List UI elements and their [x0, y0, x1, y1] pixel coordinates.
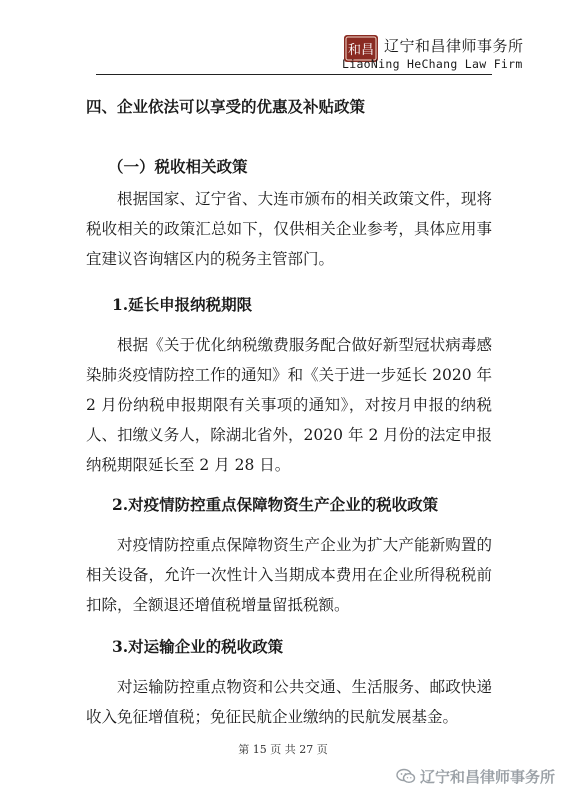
- item-title-2: 2.对疫情防控重点保障物资生产企业的税收政策: [112, 495, 439, 514]
- firm-name-en: LiaoNing HeChang Law Firm: [342, 57, 523, 71]
- section-heading: 四、企业依法可以享受的优惠及补贴政策: [86, 97, 366, 116]
- page-indicator: 第 15 页 共 27 页: [238, 743, 328, 756]
- watermark-text: 辽宁和昌律师事务所: [420, 767, 556, 786]
- item-body-2: 对疫情防控重点保障物资生产企业为扩大产能新购置的相关设备，允许一次性计入当期成本费用在企业所得税税前扣除，全额退还增值税增量留抵税额。: [86, 536, 492, 614]
- wechat-icon: [396, 768, 416, 784]
- section-subheading: （一）税收相关政策: [108, 157, 248, 176]
- item-title-1: 1.延长申报纳税期限: [112, 295, 253, 314]
- svg-text:和昌: 和昌: [347, 43, 375, 58]
- item-title-3: 3.对运输企业的税收政策: [112, 637, 284, 656]
- firm-name-cn: 辽宁和昌律师事务所: [384, 37, 524, 55]
- item-body-3: 对运输防控重点物资和公共交通、生活服务、邮政快递收入免征增值税；免征民航企业缴纳的民航发展基金。: [86, 678, 492, 726]
- wechat-watermark: [396, 764, 555, 788]
- intro-paragraph: 根据国家、辽宁省、大连市颁布的相关政策文件，现将税收相关的政策汇总如下，仅供相关企业参考，具体应用事宜建议咨询辖区内的税务主管部门。: [86, 190, 492, 268]
- header-divider: [96, 74, 492, 75]
- item-body-1: 根据《关于优化纳税缴费服务配合做好新型冠状病毒感染肺炎疫情防控工作的通知》和《关于进一步延长 2020 年 2 月份纳税申报期限有关事项的通知》，对按月申报的纳税人、扣缴义务人，除湖北省外，2020 年 2 月份的法定申报纳税期限延长至 2 月 28 日。: [86, 336, 492, 474]
- page-header: [0, 0, 566, 80]
